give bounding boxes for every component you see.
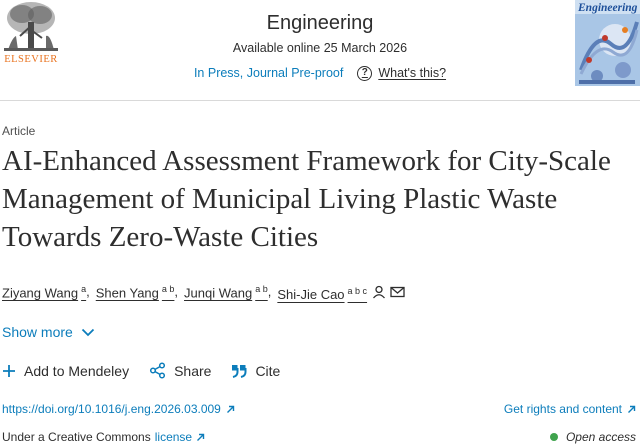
publisher-name: ELSEVIER — [4, 54, 58, 65]
person-icon — [372, 285, 386, 299]
cover-title-text: Engineering — [578, 2, 638, 14]
article-header — [0, 0, 640, 96]
share-label: Share — [174, 362, 212, 379]
external-arrow-icon — [196, 433, 205, 442]
author-link[interactable] — [2, 284, 86, 300]
article-actions-bar — [2, 362, 300, 379]
author-name: Shen Yang — [95, 285, 159, 301]
author-link-corresponding[interactable] — [277, 284, 405, 302]
author-affiliation: a — [81, 284, 87, 294]
journal-title[interactable]: Engineering — [266, 12, 374, 34]
license-notice — [2, 430, 205, 444]
journal-info — [150, 10, 490, 81]
author-separator: , — [267, 284, 272, 299]
tree-logo-icon — [0, 0, 62, 54]
doi-text: https://doi.org/10.1016/j.eng.2026.03.009 — [2, 402, 221, 416]
add-to-mendeley-button[interactable] — [2, 363, 129, 379]
author-name: Shi-Jie Cao — [277, 287, 345, 302]
author-affiliation: a b c — [347, 285, 368, 296]
article-title: AI-Enhanced Assessment Framework for City-Scale Management of Municipal Living Plastic Waste Towards Zero-Waste Cities — [2, 145, 611, 253]
license-prefix: Under a Creative Commons — [2, 430, 151, 444]
open-access-badge — [550, 430, 636, 444]
author-name: Ziyang Wang — [2, 285, 79, 301]
doi-link[interactable] — [2, 402, 235, 416]
author-separator: , — [174, 284, 179, 299]
whats-this-button[interactable] — [357, 65, 446, 81]
author-link[interactable] — [96, 284, 175, 300]
corresponding-author-icons — [372, 285, 405, 299]
cite-button[interactable] — [231, 363, 280, 379]
author-list — [2, 284, 405, 302]
quote-icon — [231, 364, 247, 378]
chevron-down-icon — [81, 328, 95, 337]
question-circle-icon: ? — [357, 66, 372, 81]
get-rights-label: Get rights and content — [503, 402, 622, 416]
open-access-dot-icon — [550, 433, 558, 441]
author-link[interactable] — [184, 284, 268, 300]
share-button[interactable] — [149, 362, 211, 379]
available-online-date: Available online 25 March 2026 — [232, 41, 408, 55]
header-divider — [0, 100, 640, 101]
get-rights-link[interactable] — [504, 402, 636, 416]
author-separator: , — [86, 284, 90, 299]
whats-this-label: What's this? — [378, 66, 447, 80]
author-affiliation: a b — [161, 284, 175, 294]
share-icon — [149, 362, 166, 379]
license-link[interactable] — [155, 430, 205, 444]
journal-cover-image[interactable] — [575, 0, 640, 86]
envelope-icon — [390, 286, 405, 298]
article-status-row — [150, 65, 490, 81]
license-link-label: license — [154, 430, 193, 444]
article-type-label: Article — [2, 124, 36, 138]
external-arrow-icon — [226, 405, 235, 414]
show-more-button[interactable] — [2, 324, 95, 340]
plus-icon — [2, 364, 16, 378]
article-status-link[interactable]: In Press, Journal Pre-proof — [193, 66, 344, 80]
add-to-mendeley-label: Add to Mendeley — [24, 362, 130, 379]
author-affiliation: a b — [255, 284, 268, 294]
cite-label: Cite — [255, 362, 281, 379]
open-access-label: Open access — [565, 430, 636, 444]
author-name: Junqi Wang — [184, 285, 253, 301]
show-more-label: Show more — [2, 324, 73, 340]
external-arrow-icon — [627, 405, 636, 414]
